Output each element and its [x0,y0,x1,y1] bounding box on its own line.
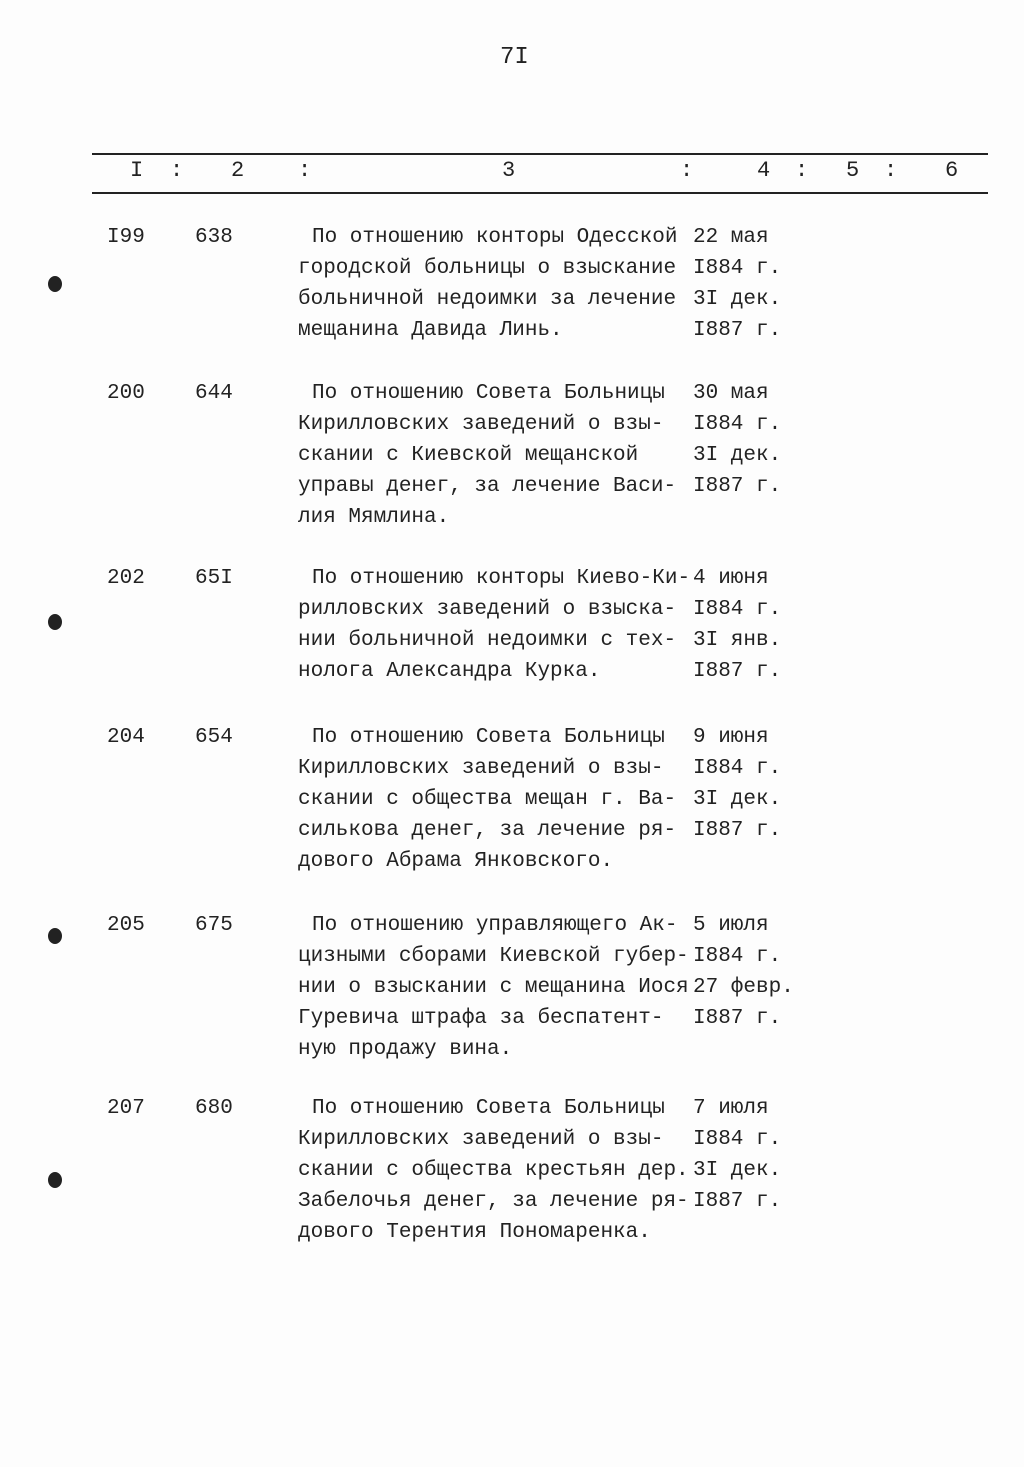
entry-number: 204 [107,726,145,749]
document-number: 680 [195,1097,233,1120]
date-line: 3I дек. [693,788,782,811]
description-line: Кирилловских заведений о взы- [298,1128,664,1151]
entry-dates [693,378,781,502]
punch-hole [48,614,62,630]
description-line: скании с Киевской мещанской [298,444,639,467]
col-sep: : [795,158,809,183]
col-header-5: 5 [846,158,860,183]
date-line: 3I янв. [693,629,782,652]
entry-description [298,722,676,877]
date-line: 7 июля [693,1097,769,1120]
description-line: мещанина Давида Линь. [298,319,563,342]
description-line: По отношению Совета Больницы [312,1097,665,1120]
description-line: нолога Александра Курка. [298,660,601,683]
table-header-rule [92,192,988,194]
description-line: По отношению Совета Больницы [312,726,665,749]
entry-description [298,1093,689,1248]
date-line: 3I дек. [693,288,782,311]
description-line: нии больничной недоимки с тех- [298,629,677,652]
entry-description [298,563,690,687]
date-line: 27 февр. [693,976,794,999]
entry-number: 205 [107,914,145,937]
entry-dates [693,722,781,846]
description-line: лия Мямлина. [298,506,450,529]
description-line: Забелочья денег, за лечение ря- [298,1190,689,1213]
description-line: дового Абрама Янковского. [298,850,614,873]
table-top-rule [92,153,988,155]
date-line: 22 мая [693,226,769,249]
description-line: Гуревича штрафа за беспатент- [298,1007,664,1030]
entry-dates [693,222,781,346]
col-header-4: 4 [757,158,771,183]
punch-hole [48,1172,62,1188]
date-line: I884 г. [693,413,782,436]
date-line: I887 г. [693,1190,782,1213]
date-line: I887 г. [693,819,782,842]
entry-number: I99 [107,226,145,249]
entry-description [298,222,677,346]
col-header-6: 6 [945,158,959,183]
description-line: По отношению управляющего Ак- [312,914,678,937]
date-line: I884 г. [693,1128,782,1151]
punch-hole [48,928,62,944]
col-sep: : [170,158,184,183]
date-line: 4 июня [693,567,769,590]
description-line: ную продажу вина. [298,1038,513,1061]
description-line: скании с общества мещан г. Ва- [298,788,677,811]
description-line: Кирилловских заведений о взы- [298,757,664,780]
date-line: I884 г. [693,257,782,280]
col-sep: : [680,158,694,183]
description-line: городской больницы о взыскание [298,257,677,280]
document-number: 65I [195,567,233,590]
date-line: 5 июля [693,914,769,937]
description-line: нии о взыскании с мещанина Иося [298,976,689,999]
col-header-3: 3 [502,158,516,183]
description-line: рилловских заведений о взыска- [298,598,677,621]
entry-number: 202 [107,567,145,590]
entry-number: 200 [107,382,145,405]
entry-dates [693,563,781,687]
col-header-1: I [130,158,144,183]
description-line: По отношению конторы Киево-Ки- [312,567,691,590]
document-number: 675 [195,914,233,937]
description-line: больничной недоимки за лечение [298,288,677,311]
description-line: По отношению Совета Больницы [312,382,665,405]
date-line: I884 г. [693,757,782,780]
date-line: I884 г. [693,598,782,621]
entry-number: 207 [107,1097,145,1120]
entry-description [298,910,689,1065]
date-line: 3I дек. [693,444,782,467]
description-line: скании с общества крестьян дер. [298,1159,689,1182]
col-sep: : [298,158,312,183]
entry-description [298,378,676,533]
date-line: 9 июня [693,726,769,749]
date-line: I887 г. [693,660,782,683]
document-number: 638 [195,226,233,249]
description-line: цизными сборами Киевской губер- [298,945,689,968]
description-line: управы денег, за лечение Васи- [298,475,677,498]
date-line: 3I дек. [693,1159,782,1182]
date-line: I887 г. [693,475,782,498]
entry-dates [693,910,794,1034]
punch-hole [48,276,62,292]
date-line: I887 г. [693,1007,782,1030]
col-header-2: 2 [231,158,245,183]
document-number: 654 [195,726,233,749]
description-line: силькова денег, за лечение ря- [298,819,677,842]
col-sep: : [884,158,898,183]
page-number: 7I [500,44,529,71]
description-line: дового Терентия Пономаренка. [298,1221,651,1244]
description-line: Кирилловских заведений о взы- [298,413,664,436]
date-line: 30 мая [693,382,769,405]
entry-dates [693,1093,781,1217]
date-line: I884 г. [693,945,782,968]
date-line: I887 г. [693,319,782,342]
document-number: 644 [195,382,233,405]
description-line: По отношению конторы Одесской [312,226,678,249]
